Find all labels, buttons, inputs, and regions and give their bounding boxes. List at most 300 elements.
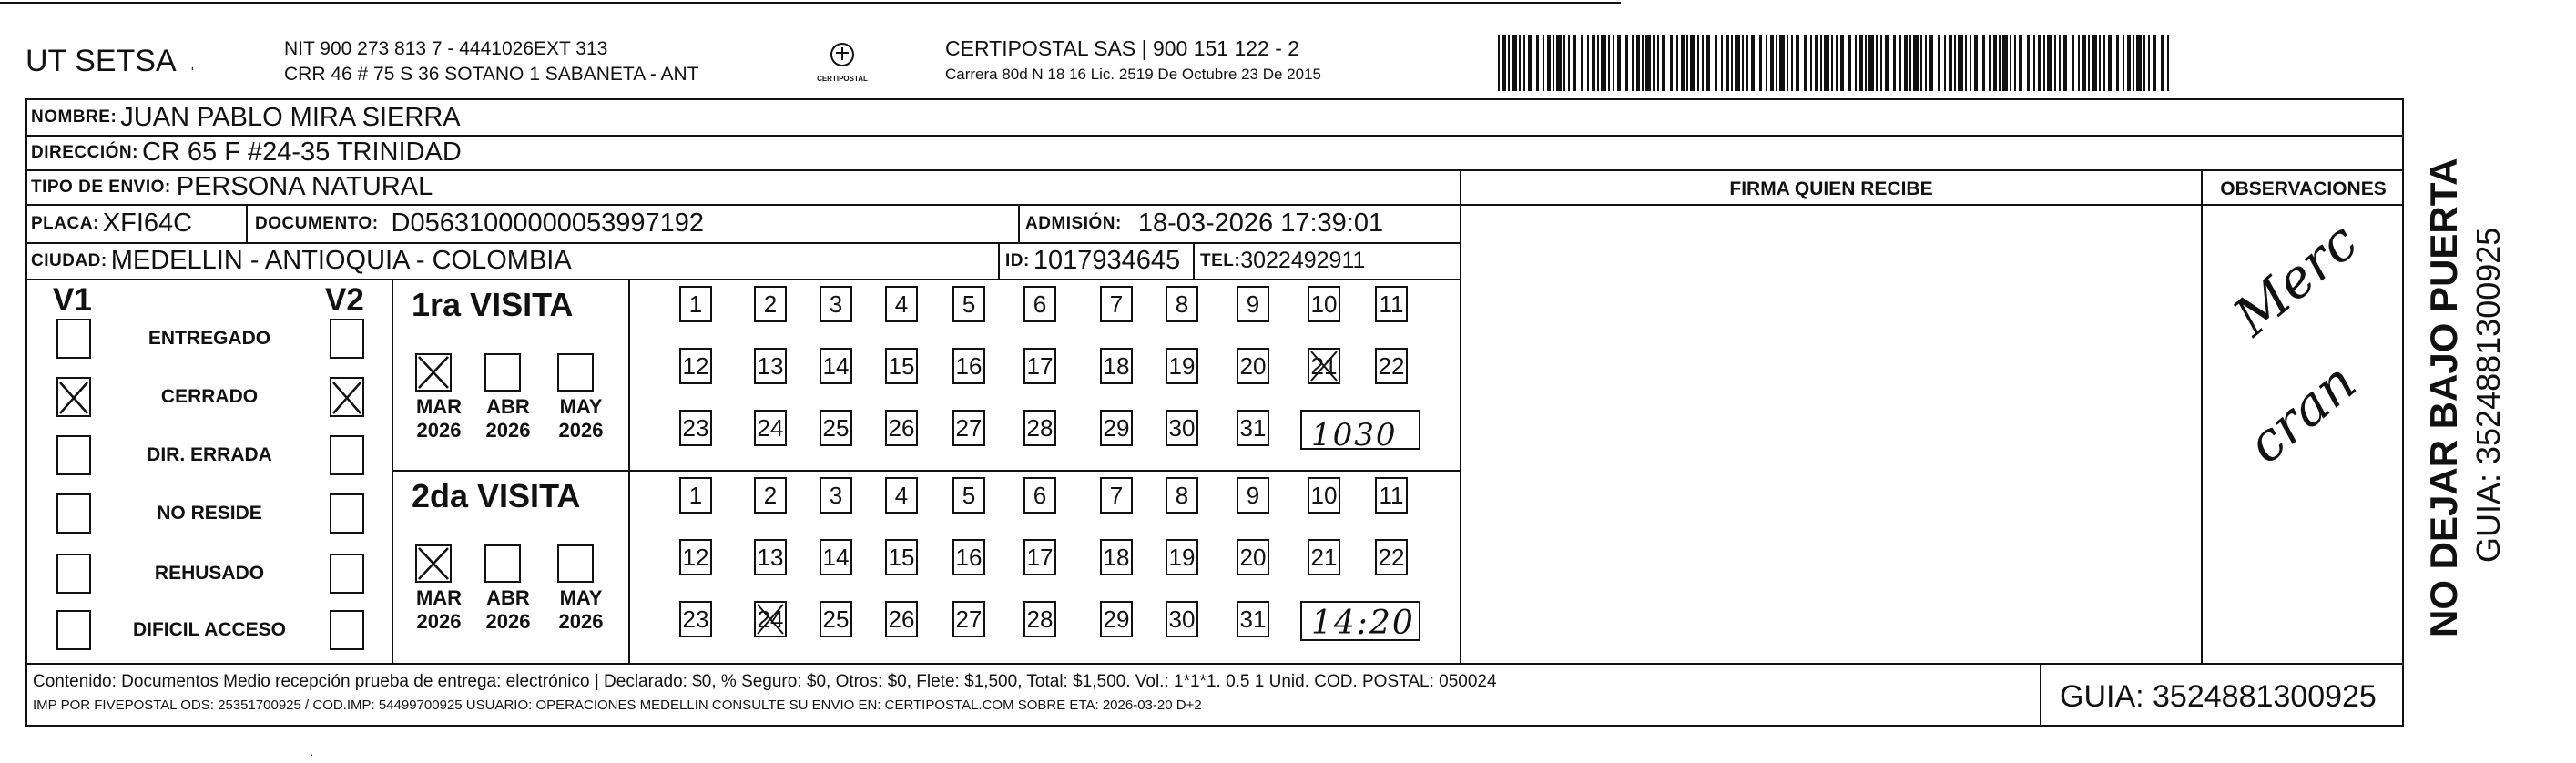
- day-box[interactable]: [1166, 410, 1198, 446]
- barcode-bar: [1913, 35, 1919, 91]
- day-box[interactable]: [679, 286, 712, 322]
- barcode-bar: [1523, 35, 1525, 91]
- barcode-bar: [2127, 35, 2131, 91]
- day-box[interactable]: [1308, 348, 1340, 384]
- barcode-bar: [1563, 35, 1565, 91]
- day-box[interactable]: [1100, 601, 1133, 637]
- day-box[interactable]: [820, 348, 852, 384]
- status-label: REHUSADO: [154, 563, 265, 584]
- day-number: 18: [1103, 351, 1130, 380]
- barcode-bar: [2059, 35, 2061, 91]
- barcode-bar: [1820, 35, 1822, 91]
- day-number: 12: [682, 351, 709, 380]
- check-mark-icon: [56, 377, 91, 417]
- day-number: 16: [955, 351, 983, 380]
- barcode-bar: [1944, 35, 1946, 91]
- barcode-bar: [1642, 35, 1644, 91]
- day-number: 21: [1310, 351, 1338, 380]
- nit-line-2: CRR 46 # 75 S 36 SOTANO 1 SABANETA - ANT: [284, 64, 699, 85]
- day-number: 12: [682, 543, 709, 571]
- barcode-bar: [1868, 35, 1874, 91]
- barcode-bar: [2047, 35, 2052, 91]
- day-number: 31: [1239, 413, 1267, 442]
- barcode-bar: [2014, 35, 2016, 91]
- day-box[interactable]: [754, 410, 787, 446]
- barcode-bar: [1653, 35, 1655, 91]
- logo-text: CERTIPOSTAL: [817, 75, 868, 83]
- barcode-bar: [1815, 35, 1818, 91]
- day-box[interactable]: [820, 410, 852, 446]
- day-box[interactable]: [1100, 286, 1133, 322]
- day-box[interactable]: [1100, 410, 1133, 446]
- barcode-bar: [1920, 35, 1922, 91]
- month-checkbox[interactable]: [415, 353, 452, 392]
- barcode-bar: [2010, 35, 2011, 91]
- footer-guia: GUIA: 3524881300925: [2060, 679, 2377, 714]
- day-number: 6: [1033, 290, 1047, 318]
- day-number: 9: [1246, 481, 1260, 509]
- day-number: 25: [822, 605, 850, 633]
- barcode-bar: [1543, 35, 1544, 91]
- top-rule: [0, 2, 1621, 4]
- barcode-bar: [2002, 35, 2008, 91]
- day-box[interactable]: [1375, 539, 1408, 575]
- day-box[interactable]: [1100, 539, 1133, 575]
- admision-label: ADMISIÓN:: [1025, 213, 1122, 233]
- day-number: 3: [829, 481, 843, 509]
- day-box[interactable]: [1100, 477, 1133, 514]
- day-box[interactable]: [885, 477, 918, 514]
- day-box[interactable]: [1166, 286, 1198, 322]
- company-name: UT SETSA: [25, 44, 177, 78]
- rule: [246, 204, 248, 242]
- id-value: 1017934645: [1033, 246, 1181, 275]
- day-number: 14: [822, 543, 850, 571]
- barcode-bar: [2054, 35, 2056, 91]
- day-box[interactable]: [1100, 348, 1133, 384]
- status-label: DIFICIL ACCESO: [132, 619, 286, 640]
- v1-checkbox[interactable]: [56, 319, 91, 359]
- day-box[interactable]: [679, 539, 712, 575]
- barcode-bar: [1989, 35, 1991, 91]
- day-number: 19: [1168, 543, 1196, 571]
- barcode-bar: [2043, 35, 2045, 91]
- barcode-bar: [1536, 35, 1539, 91]
- day-number: 8: [1175, 481, 1189, 509]
- month-label: MAR: [415, 395, 463, 418]
- barcode-bar: [1601, 35, 1606, 91]
- barcode-bar: [1697, 35, 1699, 91]
- day-box[interactable]: [1308, 286, 1340, 322]
- visit2-title: 2da VISITA: [412, 477, 581, 514]
- day-box[interactable]: [885, 286, 918, 322]
- day-number: 8: [1175, 290, 1189, 318]
- barcode-bar: [1742, 35, 1744, 91]
- tipo-value: PERSONA NATURAL: [176, 172, 433, 201]
- month-label: ABR: [486, 586, 530, 609]
- month-label: MAY: [559, 586, 603, 609]
- day-box[interactable]: [1375, 286, 1408, 322]
- day-number: 18: [1103, 543, 1130, 571]
- day-number: 29: [1103, 605, 1130, 633]
- day-box[interactable]: [1375, 477, 1408, 514]
- day-box[interactable]: [679, 601, 712, 637]
- day-number: 22: [1378, 351, 1405, 380]
- day-box[interactable]: [952, 348, 985, 384]
- check-mark-icon: [415, 544, 452, 583]
- month-checkbox[interactable]: [557, 544, 594, 583]
- day-box[interactable]: [1237, 539, 1269, 575]
- barcode-bar: [1899, 35, 1901, 91]
- barcode-bar: [1645, 35, 1651, 91]
- barcode-bar: [1547, 35, 1551, 91]
- id-field: [1005, 243, 1180, 279]
- barcode-bar: [2103, 35, 2105, 91]
- day-box[interactable]: [820, 286, 852, 322]
- day-number: 1: [688, 481, 703, 509]
- barcode-bar: [1970, 35, 1971, 91]
- barcode-bar: [1954, 35, 1956, 91]
- day-number: 4: [894, 290, 909, 318]
- barcode-bar: [1804, 35, 1807, 91]
- rule: [392, 470, 1461, 472]
- year-label: 2026: [416, 610, 462, 633]
- barcode-bar: [2099, 35, 2101, 91]
- day-number: 5: [962, 481, 976, 509]
- v2-checkbox[interactable]: [330, 377, 364, 417]
- day-box[interactable]: [885, 539, 918, 575]
- barcode-bar: [1796, 35, 1799, 91]
- footer-line-1: Contenido: Documentos Medio recepción prueba de entrega: electrónico | Declarado: $0, % Seguro: $0, Otros: $0, Flete: $1,500, Total: $1,500. Vol.: 1*1*1. 0.5 1 Unid. COD. POSTAL: 050024: [33, 672, 1497, 691]
- day-number: 10: [1310, 481, 1338, 509]
- day-number: 10: [1310, 290, 1338, 318]
- day-box[interactable]: [1237, 348, 1269, 384]
- day-box[interactable]: [820, 539, 852, 575]
- day-box[interactable]: [952, 286, 985, 322]
- barcode-bar: [1556, 35, 1562, 91]
- barcode-bar: [1636, 35, 1640, 91]
- day-number: 28: [1026, 605, 1054, 633]
- year-label: 2026: [485, 610, 531, 633]
- day-number: 30: [1168, 605, 1196, 633]
- day-box[interactable]: [885, 348, 918, 384]
- tel-label: TEL:: [1200, 250, 1241, 270]
- rule: [25, 279, 1460, 280]
- barcode-bar: [1731, 35, 1733, 91]
- day-number: 16: [955, 543, 983, 571]
- v1-checkbox[interactable]: [56, 377, 91, 417]
- day-box[interactable]: [754, 539, 787, 575]
- day-box[interactable]: [952, 539, 985, 575]
- barcode-bar: [1909, 35, 1911, 91]
- barcode-bar: [1787, 35, 1788, 91]
- rule: [1018, 204, 1020, 242]
- barcode-bar: [2136, 35, 2142, 91]
- day-box[interactable]: [1375, 348, 1408, 384]
- barcode-bar: [2082, 35, 2086, 91]
- v2-checkbox[interactable]: [330, 554, 364, 594]
- barcode-bar: [1573, 35, 1576, 91]
- barcode-bar: [1508, 35, 1510, 91]
- v1-checkbox[interactable]: [56, 493, 91, 534]
- day-number: 26: [888, 413, 915, 442]
- year-label: 2026: [416, 419, 462, 442]
- day-box[interactable]: [1023, 539, 1056, 575]
- barcode-bar: [1925, 35, 1927, 91]
- certipostal-line-1: CERTIPOSTAL SAS | 900 151 122 - 2: [945, 36, 1300, 60]
- barcode-bar: [1625, 35, 1628, 91]
- day-number: 23: [682, 413, 709, 442]
- day-box[interactable]: [952, 410, 985, 446]
- barcode-bar: [2078, 35, 2080, 91]
- day-number: 31: [1239, 605, 1267, 633]
- rule: [2201, 169, 2203, 665]
- day-number: 3: [829, 290, 843, 318]
- status-label: CERRADO: [160, 386, 259, 407]
- day-box[interactable]: [1023, 410, 1056, 446]
- day-number: 17: [1026, 351, 1054, 380]
- barcode-bar: [1848, 35, 1851, 91]
- barcode-bar: [1938, 35, 1940, 91]
- barcode-bar: [1746, 35, 1748, 91]
- day-box[interactable]: [1237, 410, 1269, 446]
- barcode-bar: [1676, 35, 1678, 91]
- observaciones-note-1: Merc: [2222, 210, 2369, 349]
- day-box[interactable]: [1023, 348, 1056, 384]
- barcode-bar: [1993, 35, 1997, 91]
- day-number: 11: [1379, 290, 1404, 318]
- day-box[interactable]: [1237, 286, 1269, 322]
- day-number: 23: [682, 605, 709, 633]
- barcode-bar: [2033, 35, 2035, 91]
- day-box[interactable]: [1237, 601, 1269, 637]
- side-guia: GUIA: 3524881300925: [2469, 227, 2507, 563]
- rule: [628, 279, 630, 663]
- day-box[interactable]: [1166, 601, 1198, 637]
- year-label: 2026: [558, 419, 604, 442]
- day-number: 24: [757, 413, 784, 442]
- day-box[interactable]: [820, 601, 852, 637]
- status-label: NO RESIDE: [157, 503, 262, 524]
- barcode-bar: [1982, 35, 1985, 91]
- barcode-bar: [1751, 35, 1755, 91]
- tipo-field: [31, 170, 433, 204]
- month-checkbox[interactable]: [557, 353, 594, 392]
- day-box[interactable]: [885, 410, 918, 446]
- barcode-bar: [1512, 35, 1517, 91]
- barcode-bar: [1999, 35, 2001, 91]
- barcode-bar: [1726, 35, 1729, 91]
- day-box[interactable]: [754, 348, 787, 384]
- barcode-bar: [1686, 35, 1688, 91]
- day-number: 20: [1239, 351, 1267, 380]
- day-box[interactable]: [754, 477, 787, 514]
- barcode-bar: [1502, 35, 1506, 91]
- visit2-hour: 14:20: [1311, 605, 1415, 642]
- month-checkbox[interactable]: [484, 544, 521, 583]
- footer-line-2: IMP POR FIVEPOSTAL ODS: 25351700925 / COD.IMP: 54499700925 USUARIO: OPERACIONES MEDELLIN CONSULTE SU ENVIO EN: CERTIPOSTAL.COM SOBRE ETA: 2026-03-20 D+2: [33, 697, 1202, 713]
- month-checkbox[interactable]: [415, 544, 452, 583]
- barcode-bar: [1662, 35, 1665, 91]
- barcode-bar: [2161, 35, 2164, 91]
- barcode-bar: [1885, 35, 1889, 91]
- barcode-bar: [1893, 35, 1896, 91]
- barcode-bar: [2133, 35, 2134, 91]
- barcode-bar: [1865, 35, 1867, 91]
- barcode-bar: [2123, 35, 2124, 91]
- certipostal-line-2: Carrera 80d N 18 16 Lic. 2519 De Octubre 23 De 2015: [945, 66, 1321, 83]
- day-number: 2: [763, 481, 778, 509]
- v2-checkbox[interactable]: [330, 610, 364, 650]
- nombre-value: JUAN PABLO MIRA SIERRA: [120, 102, 461, 132]
- v1-checkbox[interactable]: [56, 435, 91, 475]
- tel-value: 3022492911: [1240, 248, 1366, 273]
- day-number: 1: [688, 290, 703, 318]
- month-label: MAY: [559, 395, 603, 418]
- strike-mark-icon: [1308, 348, 1340, 384]
- v1-header: V1: [53, 282, 92, 318]
- day-box[interactable]: [1166, 539, 1198, 575]
- day-number: 17: [1026, 543, 1054, 571]
- day-box[interactable]: [679, 410, 712, 446]
- v2-checkbox[interactable]: [330, 493, 364, 534]
- barcode-bar: [1831, 35, 1833, 91]
- direccion-value: CR 65 F #24-35 TRINIDAD: [141, 137, 462, 167]
- no-dejar-bajo-puerta: NO DEJAR BAJO PUERTA: [2422, 158, 2465, 637]
- barcode-bar: [1597, 35, 1599, 91]
- day-number: 13: [757, 543, 784, 571]
- day-number: 19: [1168, 351, 1196, 380]
- tick-mark: ˌ: [189, 51, 196, 71]
- day-number: 20: [1239, 543, 1267, 571]
- ciudad-value: MEDELLIN - ANTIOQUIA - COLOMBIA: [110, 246, 572, 275]
- day-number: 14: [822, 351, 850, 380]
- documento-value: D05631000000053997192: [391, 209, 705, 238]
- day-box[interactable]: [952, 601, 985, 637]
- barcode-bar: [1681, 35, 1685, 91]
- day-number: 27: [955, 605, 983, 633]
- year-label: 2026: [485, 419, 531, 442]
- barcode-bar: [2088, 35, 2090, 91]
- v2-header: V2: [325, 282, 364, 318]
- day-box[interactable]: [1023, 601, 1056, 637]
- day-box[interactable]: [679, 477, 712, 514]
- barcode-bar: [1706, 35, 1710, 91]
- v1-checkbox[interactable]: [56, 610, 91, 650]
- barcode-bar: [1779, 35, 1785, 91]
- v1-checkbox[interactable]: [56, 554, 91, 594]
- day-box[interactable]: [885, 601, 918, 637]
- tel-field: [1200, 243, 1365, 279]
- barcode-bar: [2019, 35, 2022, 91]
- day-number: 15: [888, 543, 915, 571]
- year-label: 2026: [558, 610, 604, 633]
- barcode-bar: [1840, 35, 1844, 91]
- barcode-bar: [1904, 35, 1908, 91]
- barcode-bar: [1974, 35, 1978, 91]
- barcode-bar: [1770, 35, 1774, 91]
- visit1-hour: 1030: [1311, 417, 1398, 453]
- placa-value: XFI64C: [102, 209, 193, 238]
- day-box[interactable]: [1308, 539, 1340, 575]
- certipostal-logo: [810, 35, 874, 89]
- barcode-bar: [2116, 35, 2119, 91]
- day-box[interactable]: [1308, 477, 1340, 514]
- direccion-field: [31, 136, 462, 169]
- v2-checkbox[interactable]: [330, 319, 364, 359]
- month-label: ABR: [486, 395, 530, 418]
- barcode-bar: [1592, 35, 1595, 91]
- barcode-bar: [2148, 35, 2150, 91]
- day-box[interactable]: [754, 286, 787, 322]
- documento-label: DOCUMENTO:: [255, 213, 379, 233]
- day-number: 22: [1378, 543, 1405, 571]
- day-box[interactable]: [820, 477, 852, 514]
- placa-label: PLACA:: [31, 213, 99, 233]
- barcode-bar: [2108, 35, 2112, 91]
- v2-checkbox[interactable]: [330, 435, 364, 475]
- barcode-bar: [2063, 35, 2067, 91]
- barcode-bar: [1690, 35, 1695, 91]
- day-box[interactable]: [1166, 477, 1198, 514]
- day-number: 21: [1310, 543, 1338, 571]
- barcode-bar: [1670, 35, 1673, 91]
- barcode-bar: [2167, 35, 2169, 91]
- day-box[interactable]: [1023, 477, 1056, 514]
- barcode-bar: [1876, 35, 1878, 91]
- day-number: 24: [757, 605, 784, 633]
- day-number: 5: [962, 290, 976, 318]
- barcode-bar: [1965, 35, 1967, 91]
- status-label: DIR. ERRADA: [147, 444, 272, 465]
- day-box[interactable]: [679, 348, 712, 384]
- status-label: ENTREGADO: [148, 328, 271, 349]
- month-label: MAR: [415, 586, 463, 609]
- observaciones-header: OBSERVACIONES: [2220, 178, 2387, 199]
- direccion-label: DIRECCIÓN:: [31, 142, 138, 162]
- check-mark-icon: [330, 377, 364, 417]
- barcode-bar: [1836, 35, 1838, 91]
- day-number: 15: [888, 351, 915, 380]
- bottom-mark: ·: [310, 747, 314, 761]
- barcode-bar: [2092, 35, 2097, 91]
- id-label: ID:: [1005, 250, 1030, 270]
- day-box[interactable]: [952, 477, 985, 514]
- barcode-bar: [1498, 35, 1500, 91]
- day-number: 13: [757, 351, 784, 380]
- barcode-bar: [1735, 35, 1740, 91]
- day-box[interactable]: [1237, 477, 1269, 514]
- barcode-bar: [2038, 35, 2041, 91]
- day-box[interactable]: [754, 601, 787, 637]
- day-box[interactable]: [1166, 348, 1198, 384]
- rule: [1460, 169, 1461, 665]
- barcode-bar: [1587, 35, 1589, 91]
- day-number: 29: [1103, 413, 1130, 442]
- rule: [998, 242, 1000, 279]
- visit1-title: 1ra VISITA: [412, 286, 574, 323]
- day-number: 2: [763, 290, 778, 318]
- barcode: [1498, 35, 2176, 91]
- admision-field: [1025, 205, 1383, 242]
- rule: [1193, 242, 1195, 279]
- barcode-bar: [1859, 35, 1863, 91]
- month-checkbox[interactable]: [484, 353, 521, 392]
- barcode-bar: [1613, 35, 1614, 91]
- day-box[interactable]: [1023, 286, 1056, 322]
- barcode-bar: [1657, 35, 1659, 91]
- ciudad-field: [31, 243, 572, 279]
